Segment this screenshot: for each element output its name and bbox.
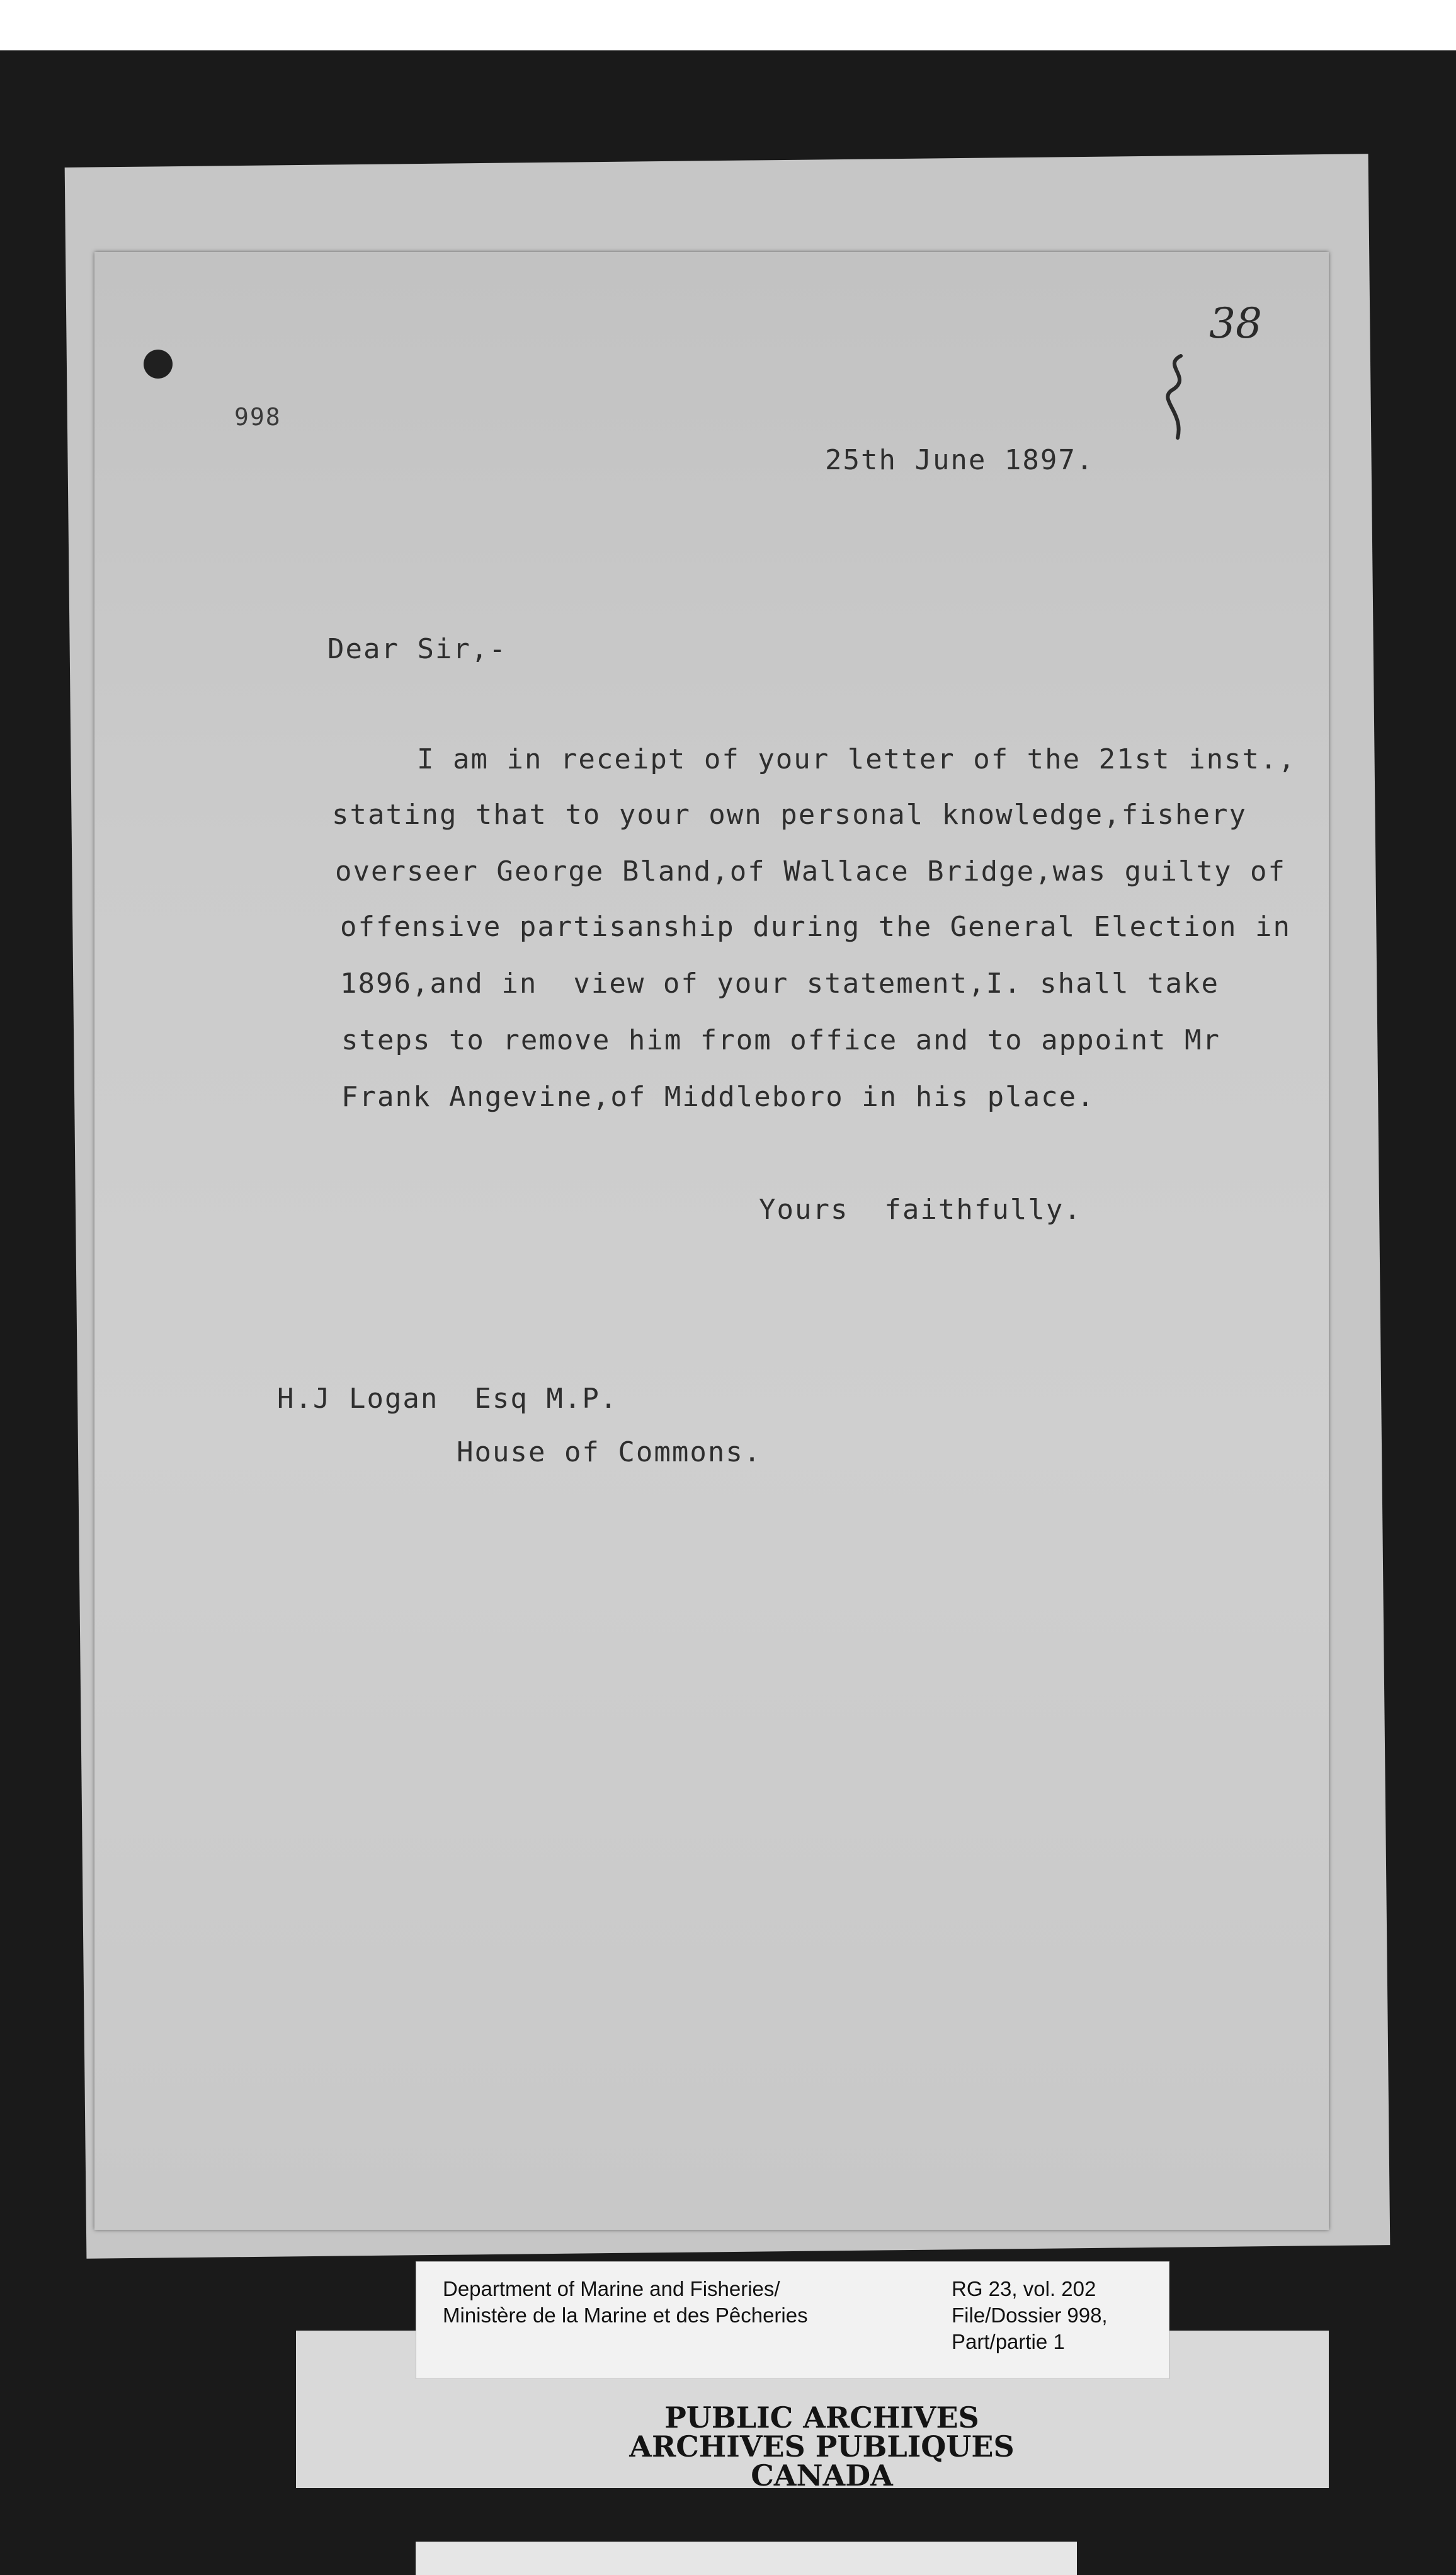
reference-line: Part/partie 1 [952,2330,1065,2353]
body-line: stating that to your own personal knowledge,fishery [332,799,1248,831]
label-strip [416,2542,1077,2575]
stamp-line: ARCHIVES PUBLIQUES [629,2429,1015,2464]
body-line: steps to remove him from office and to appoint Mr [341,1024,1221,1056]
stamp-line: PUBLIC ARCHIVES [664,2401,979,2435]
body-line: Frank Angevine,of Middleboro in his place. [341,1081,1095,1113]
reference-block [952,2276,1108,2355]
department-line: Ministère de la Marine et des Pêcheries [443,2304,808,2327]
body-line: I am in receipt of your letter of the 21st inst., [417,743,1297,775]
department-block [443,2276,808,2329]
closing: Yours faithfully. [759,1194,1082,1226]
stamp-line: CANADA [751,2458,893,2492]
folio-number: 38 [1209,299,1262,348]
reference-line: File/Dossier 998, [952,2304,1108,2327]
body-line: overseer George Bland,of Wallace Bridge,was guilty of [335,855,1286,888]
handwritten-mark-icon [1156,353,1206,441]
addressee-name: H.J Logan Esq M.P. [277,1383,618,1415]
department-line: Department of Marine and Fisheries/ [443,2277,780,2300]
archives-stamp [416,2403,1228,2498]
reference-line: RG 23, vol. 202 [952,2277,1096,2300]
salutation: Dear Sir,- [327,633,507,665]
punch-hole [144,350,173,379]
body-line: 1896,and in view of your statement,I. shall take [340,968,1220,1000]
file-number: 998 [234,403,282,431]
letter-date: 25th June 1897. [825,444,1095,476]
letter-page [94,252,1329,2230]
addressee-location: House of Commons. [457,1436,762,1468]
archive-reference-card [416,2261,1169,2379]
body-line: offensive partisanship during the General Election in [340,911,1291,943]
